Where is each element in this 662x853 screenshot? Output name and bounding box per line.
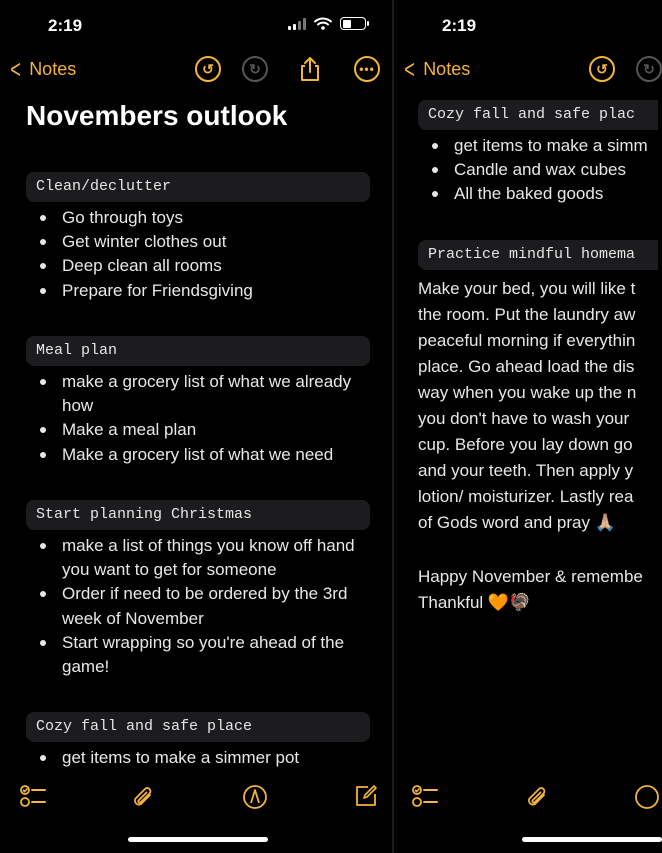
section-heading-mindful: Practice mindful homema <box>418 240 658 270</box>
home-indicator[interactable] <box>522 837 662 842</box>
list-item: Start wrapping so you're ahead of the game! <box>26 631 376 679</box>
list-cozy <box>418 134 658 207</box>
mindful-paragraph: Make your bed, you will like t the room. Put the laundry aw peaceful morning if everythin place. Go ahead load the dis way when you wake up the n you don't have to wash your cup. Before you lay down go and your teeth. Then apply y lotion/ moisturizer. Lastly rea of Gods word and pray 🙏🏼 <box>418 279 637 532</box>
undo-icon[interactable]: ↺ <box>195 56 221 82</box>
section-heading-cozy: Cozy fall and safe place <box>26 712 370 742</box>
closing-paragraph: Happy November & remembe Thankful 🧡🦃 <box>418 567 643 612</box>
list-meal <box>26 370 376 467</box>
list-item: Prepare for Friendsgiving <box>26 279 376 303</box>
list-item: Deep clean all rooms <box>26 254 376 278</box>
nav-bar <box>0 56 392 86</box>
list-christmas <box>26 534 376 679</box>
nav-bar <box>394 54 655 86</box>
note-title: Novembers outlook <box>26 100 288 131</box>
list-item: Make a grocery list of what we need <box>26 443 376 467</box>
chevron-left-icon: < <box>10 54 21 84</box>
back-label: Notes <box>29 58 77 79</box>
list-item: make a list of things you know off hand you want to get for someone <box>26 534 376 582</box>
wifi-icon <box>314 17 332 30</box>
redo-icon[interactable]: ↻ <box>636 56 662 82</box>
list-item: make a grocery list of what we already how <box>26 370 376 418</box>
compose-icon[interactable] <box>354 784 378 808</box>
share-icon[interactable] <box>299 56 321 82</box>
list-item: get items to make a simmer pot <box>26 746 376 770</box>
paperclip-icon[interactable] <box>132 784 156 810</box>
home-indicator[interactable] <box>128 837 268 842</box>
list-item: Order if need to be ordered by the 3rd week of November <box>26 582 376 630</box>
list-clean <box>26 206 376 303</box>
list-item: Get winter clothes out <box>26 230 376 254</box>
list-item: get items to make a simm <box>418 134 658 158</box>
markup-pen-icon[interactable] <box>634 784 660 810</box>
undo-icon[interactable]: ↺ <box>589 56 615 82</box>
chevron-left-icon: < <box>404 54 415 84</box>
section-heading-meal: Meal plan <box>26 336 370 366</box>
section-heading-clean: Clean/declutter <box>26 172 370 202</box>
right-screenshot <box>392 0 655 853</box>
redo-icon[interactable]: ↻ <box>242 56 268 82</box>
cellular-signal-icon <box>288 18 306 30</box>
status-time: 2:19 <box>442 16 477 35</box>
list-item: Go through toys <box>26 206 376 230</box>
back-label: Notes <box>423 58 471 79</box>
list-item: Make a meal plan <box>26 418 376 442</box>
list-cozy <box>26 746 376 770</box>
checklist-icon[interactable] <box>412 784 438 808</box>
paperclip-icon[interactable] <box>526 784 550 810</box>
markup-pen-icon[interactable] <box>242 784 268 810</box>
section-heading-cozy: Cozy fall and safe plac <box>418 100 658 130</box>
battery-icon <box>340 17 366 30</box>
list-item: All the baked goods <box>418 182 658 206</box>
back-button[interactable] <box>8 54 77 84</box>
section-heading-christmas: Start planning Christmas <box>26 500 370 530</box>
list-item: Candle and wax cubes <box>418 158 658 182</box>
status-time: 2:19 <box>48 16 83 35</box>
status-icons <box>288 17 366 30</box>
back-button[interactable] <box>402 54 471 84</box>
checklist-icon[interactable] <box>20 784 46 808</box>
more-icon[interactable]: ••• <box>354 56 380 82</box>
